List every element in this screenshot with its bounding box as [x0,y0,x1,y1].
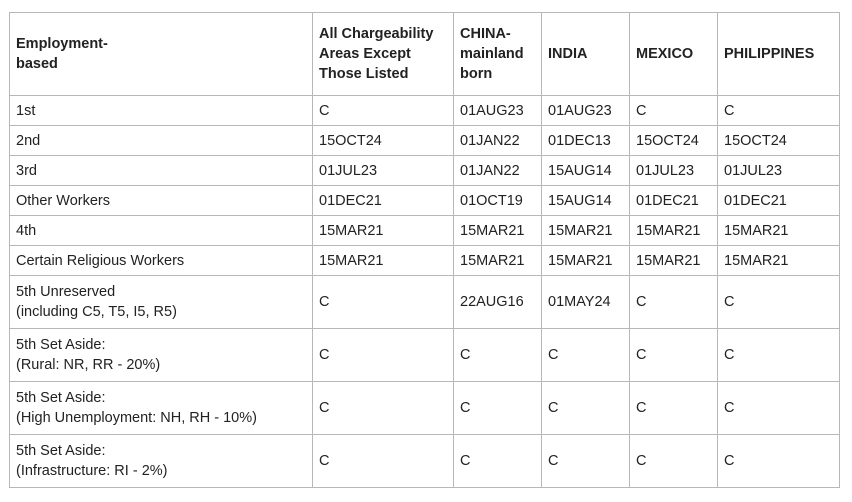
row-label: 1st [10,96,313,126]
table-cell: 01JAN22 [454,156,542,186]
table-cell: 15MAR21 [718,246,840,276]
table-cell: 01MAY24 [542,276,630,329]
table-row [10,276,840,329]
table-cell: 15OCT24 [630,126,718,156]
table-cell: C [542,382,630,435]
table-cell: C [718,329,840,382]
row-label: Certain Religious Workers [10,246,313,276]
visa-bulletin-table [9,12,840,488]
row-label: 3rd [10,156,313,186]
row-label: 5th Set Aside: (High Unemployment: NH, RH - 10%) [10,382,313,435]
table-cell: 15MAR21 [542,246,630,276]
table-cell: 01OCT19 [454,186,542,216]
table-cell: 01AUG23 [542,96,630,126]
table-row [10,186,840,216]
header-all-chargeability: All Chargeability Areas Except Those Listed [313,13,454,96]
row-label: Other Workers [10,186,313,216]
table-cell: C [630,382,718,435]
table-cell: C [718,435,840,488]
table-row [10,96,840,126]
table-cell: C [718,96,840,126]
header-mexico: MEXICO [630,13,718,96]
table-cell: 01JAN22 [454,126,542,156]
table-cell: C [718,276,840,329]
table-cell: C [630,96,718,126]
table-cell: 15MAR21 [313,246,454,276]
table-cell: 15MAR21 [454,216,542,246]
table-cell: 15MAR21 [313,216,454,246]
row-label: 5th Set Aside: (Rural: NR, RR - 20%) [10,329,313,382]
header-philippines: PHILIPPINES [718,13,840,96]
table-cell: 01JUL23 [718,156,840,186]
table-cell: 15AUG14 [542,156,630,186]
table-cell: C [630,329,718,382]
header-row [10,13,840,96]
table-cell: C [630,276,718,329]
table-cell: C [718,382,840,435]
table-cell: 01JUL23 [630,156,718,186]
table-cell: 15MAR21 [454,246,542,276]
table-row [10,156,840,186]
table-cell: 15MAR21 [718,216,840,246]
table-cell: C [454,382,542,435]
table-cell: C [313,382,454,435]
row-label: 4th [10,216,313,246]
table-cell: C [454,329,542,382]
table-row [10,216,840,246]
row-label: 5th Set Aside: (Infrastructure: RI - 2%) [10,435,313,488]
table-cell: C [313,329,454,382]
header-employment-based: Employment- based [10,13,313,96]
table-cell: C [542,329,630,382]
table-row [10,329,840,382]
row-label: 5th Unreserved (including C5, T5, I5, R5) [10,276,313,329]
visa-bulletin-table-container [9,12,840,488]
table-cell: 01DEC21 [718,186,840,216]
table-cell: 01DEC13 [542,126,630,156]
table-cell: C [454,435,542,488]
table-cell: 01AUG23 [454,96,542,126]
table-cell: 15MAR21 [630,246,718,276]
table-cell: 15MAR21 [630,216,718,246]
table-cell: 22AUG16 [454,276,542,329]
table-cell: C [630,435,718,488]
table-cell: 15AUG14 [542,186,630,216]
table-cell: 15OCT24 [718,126,840,156]
table-row [10,435,840,488]
table-cell: 15MAR21 [542,216,630,246]
row-label: 2nd [10,126,313,156]
table-row [10,126,840,156]
table-cell: 01JUL23 [313,156,454,186]
table-cell: 01DEC21 [313,186,454,216]
table-row [10,246,840,276]
table-row [10,382,840,435]
table-cell: C [313,435,454,488]
table-cell: C [313,96,454,126]
header-china: CHINA- mainland born [454,13,542,96]
table-cell: 15OCT24 [313,126,454,156]
table-cell: C [542,435,630,488]
header-india: INDIA [542,13,630,96]
table-cell: 01DEC21 [630,186,718,216]
table-cell: C [313,276,454,329]
